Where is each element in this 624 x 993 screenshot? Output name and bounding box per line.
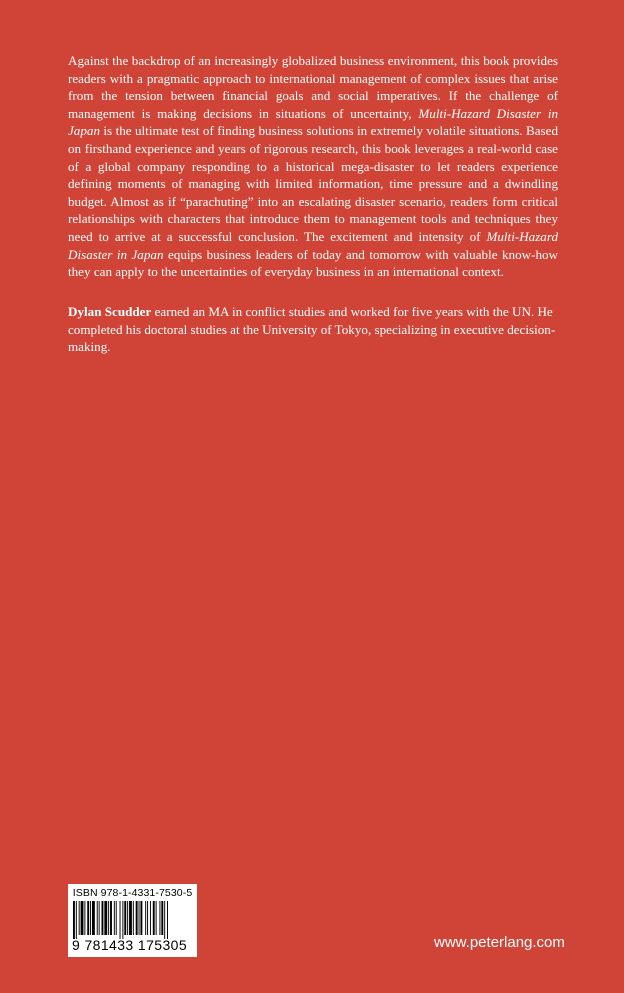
blurb-text-part-2: is the ultimate test of finding business solutions in extremely volatile situations. Based on firsthand experience and years of rigorous research, this book leverages a real-world case of a global company responding to a historical mega-disaster to let readers experience defining moments of managing with limited information, time pressure and a dwindling budget. Almost as if “parachuting” into an escalating disaster scenario, readers form critical relationships with characters that introduce them to management tools and techniques they need to arrive at a successful conclusion. The excitement and intensity of <box>68 123 558 244</box>
blurb-text-part-1: Against the backdrop of an increasingly globalized business environment, this book provides readers with a pragmatic approach to international management of complex issues that arise from the tension between financial goals and social imperatives. If the challenge of management is making decisions in situations of uncertainty, <box>68 53 558 121</box>
author-name: Dylan Scudder <box>68 304 152 319</box>
barcode-icon <box>72 901 193 939</box>
book-title-italic: Multi-Hazard Disaster in Japan <box>68 228 558 262</box>
blurb-text-part-3: equips business leaders of today and tomorrow with valuable know-how they can apply to the uncertainties of everyday business in an international context. <box>68 246 558 280</box>
barcode-digits: 9 781433 175305 <box>72 937 187 953</box>
author-bio-text: earned an MA in conflict studies and worked for five years with the UN. He completed his doctoral studies at the University of Tokyo, specializing in executive decision-making. <box>68 304 556 355</box>
author-bio <box>68 303 560 356</box>
isbn-barcode-box <box>68 884 197 957</box>
isbn-label: ISBN 978-1-4331-7530-5 <box>72 887 193 899</box>
book-title-italic: Multi-Hazard Disaster in Japan <box>68 105 558 139</box>
back-cover-blurb <box>68 52 558 281</box>
publisher-website: www.peterlang.com <box>434 934 565 951</box>
